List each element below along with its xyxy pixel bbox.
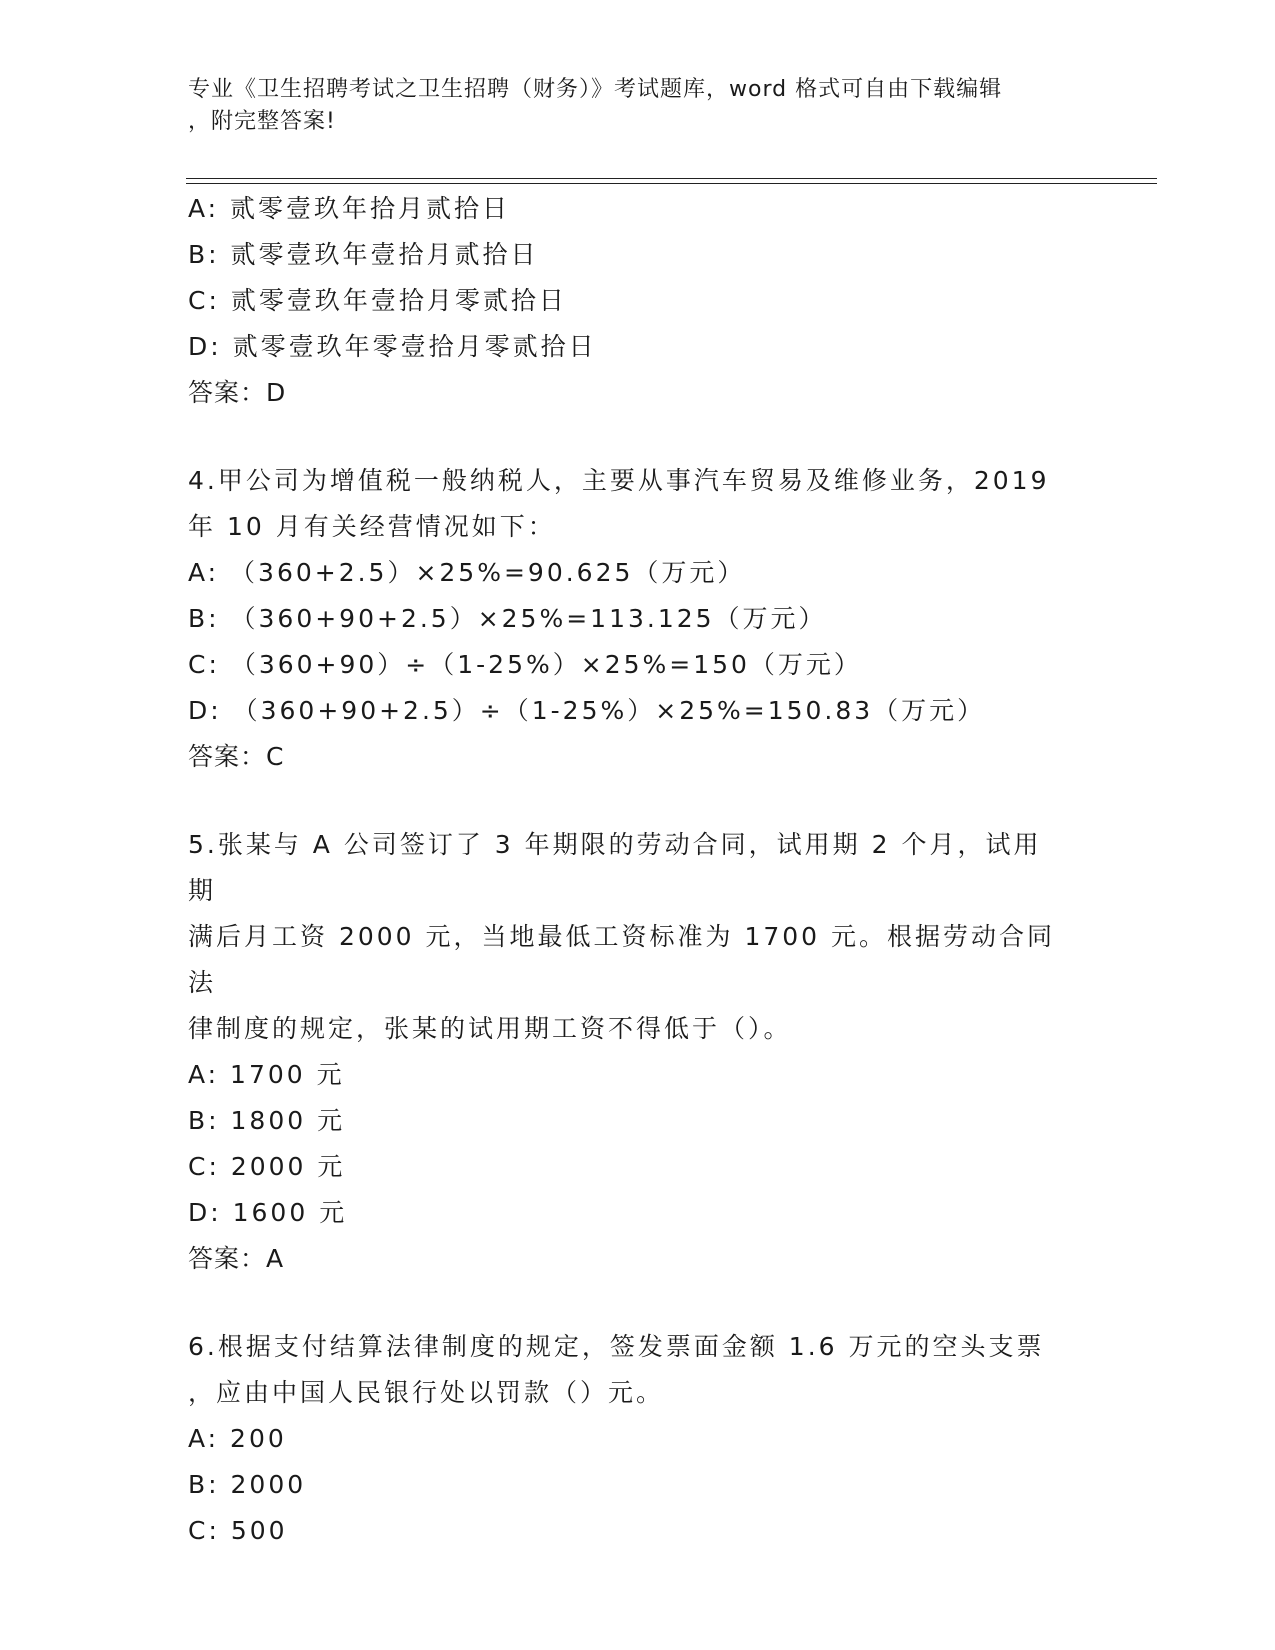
question-list (188, 186, 1088, 1554)
option-b: B: 2000 (188, 1470, 307, 1499)
option-c: C: 500 (188, 1516, 288, 1545)
question-stem-line: ，应由中国人民银行处以罚款（）元。 (188, 1378, 665, 1407)
option-d: D: 1600 元 (188, 1198, 348, 1227)
header-divider-bottom (186, 183, 1157, 184)
answer: 答案：C (188, 742, 285, 771)
header-divider-top (186, 178, 1157, 179)
option-b: B: 1800 元 (188, 1106, 346, 1135)
option-d: D: 贰零壹玖年零壹拾月零贰拾日 (188, 332, 597, 361)
document-header (188, 74, 1068, 138)
option-b: B: （360+90+2.5）×25%=113.125（万元） (188, 604, 827, 633)
question-stem-line: 律制度的规定，张某的试用期工资不得低于（）。 (188, 1014, 792, 1043)
question-stem-line: 4.甲公司为增值税一般纳税人，主要从事汽车贸易及维修业务，2019 (188, 466, 1050, 495)
option-c: C: 2000 元 (188, 1152, 346, 1181)
answer: 答案：D (188, 378, 287, 407)
option-a: A: 1700 元 (188, 1060, 345, 1089)
option-d: D: （360+90+2.5）÷（1-25%）×25%=150.83（万元） (188, 696, 986, 725)
option-a: A: 贰零壹玖年拾月贰拾日 (188, 194, 511, 223)
question-stem-line: 6.根据支付结算法律制度的规定，签发票面金额 1.6 万元的空头支票 (188, 1332, 1045, 1361)
option-b: B: 贰零壹玖年壹拾月贰拾日 (188, 240, 539, 269)
header-line-2: ，附完整答案! (188, 109, 336, 134)
question-stem-line: 5.张某与 A 公司签订了 3 年期限的劳动合同，试用期 2 个月，试用期 (188, 830, 1042, 905)
spacer (188, 416, 1088, 458)
question-5 (188, 822, 1088, 1282)
spacer (188, 780, 1088, 822)
option-a: A: 200 (188, 1424, 287, 1453)
header-line-1: 专业《卫生招聘考试之卫生招聘（财务）》考试题库，word 格式可自由下载编辑 (188, 77, 1003, 102)
spacer (188, 1282, 1088, 1324)
option-c: C: （360+90）÷（1-25%）×25%=150（万元） (188, 650, 862, 679)
option-a: A: （360+2.5）×25%=90.625（万元） (188, 558, 746, 587)
question-stem-line: 满后月工资 2000 元，当地最低工资标准为 1700 元。根据劳动合同法 (188, 922, 1056, 997)
option-c: C: 贰零壹玖年壹拾月零贰拾日 (188, 286, 567, 315)
question-3 (188, 186, 1088, 416)
answer: 答案：A (188, 1244, 285, 1273)
question-6 (188, 1324, 1088, 1554)
question-stem-line: 年 10 月有关经营情况如下： (188, 512, 556, 541)
question-4 (188, 458, 1088, 780)
